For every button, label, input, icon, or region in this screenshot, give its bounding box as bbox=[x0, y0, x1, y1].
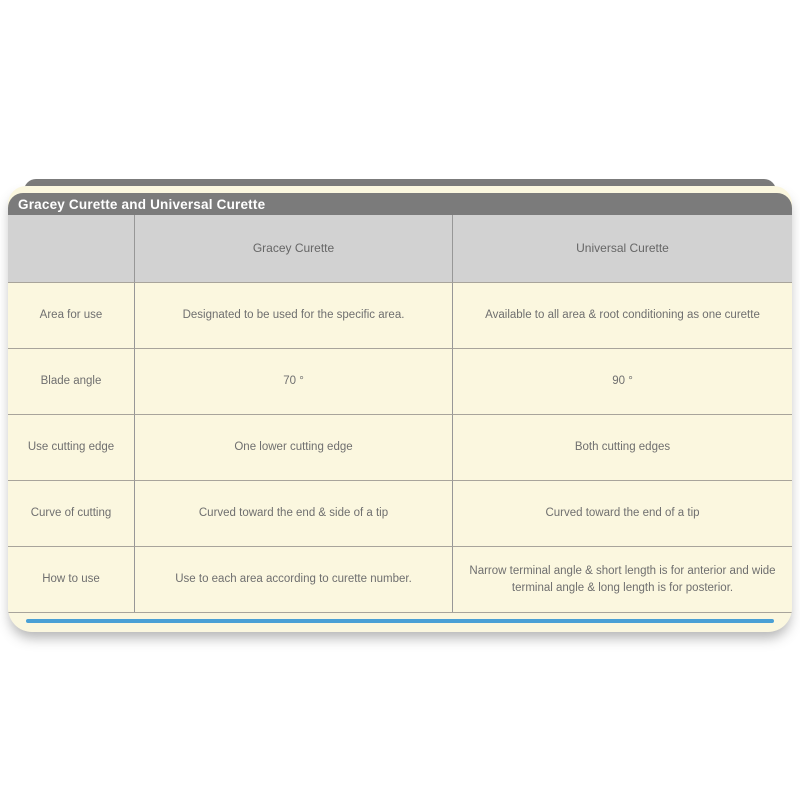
card-title: Gracey Curette and Universal Curette bbox=[18, 196, 266, 212]
column-header-universal: Universal Curette bbox=[452, 215, 792, 282]
cell-curve-universal: Curved toward the end of a tip bbox=[452, 480, 792, 546]
row-label-blade-angle: Blade angle bbox=[8, 348, 134, 414]
cell-curve-gracey: Curved toward the end & side of a tip bbox=[134, 480, 452, 546]
row-label-curve: Curve of cutting bbox=[8, 480, 134, 546]
card-bottom-pad bbox=[8, 623, 792, 632]
cell-angle-gracey: 70 ° bbox=[134, 348, 452, 414]
cell-how-universal: Narrow terminal angle & short length is for anterior and wide terminal angle & long length is for posterior. bbox=[452, 546, 792, 612]
table-bottom-gap bbox=[8, 612, 792, 619]
cell-area-gracey: Designated to be used for the specific area. bbox=[134, 282, 452, 348]
column-header-blank bbox=[8, 215, 134, 282]
row-label-cutting-edge: Use cutting edge bbox=[8, 414, 134, 480]
cell-edge-universal: Both cutting edges bbox=[452, 414, 792, 480]
cell-angle-universal: 90 ° bbox=[452, 348, 792, 414]
comparison-card bbox=[8, 186, 792, 632]
cell-edge-gracey: One lower cutting edge bbox=[134, 414, 452, 480]
cell-area-universal: Available to all area & root conditioning as one curette bbox=[452, 282, 792, 348]
card-title-bar bbox=[8, 193, 792, 215]
cell-how-gracey: Use to each area according to curette number. bbox=[134, 546, 452, 612]
comparison-table bbox=[8, 215, 792, 612]
column-header-gracey: Gracey Curette bbox=[134, 215, 452, 282]
row-label-how-to-use: How to use bbox=[8, 546, 134, 612]
row-label-area-for-use: Area for use bbox=[8, 282, 134, 348]
